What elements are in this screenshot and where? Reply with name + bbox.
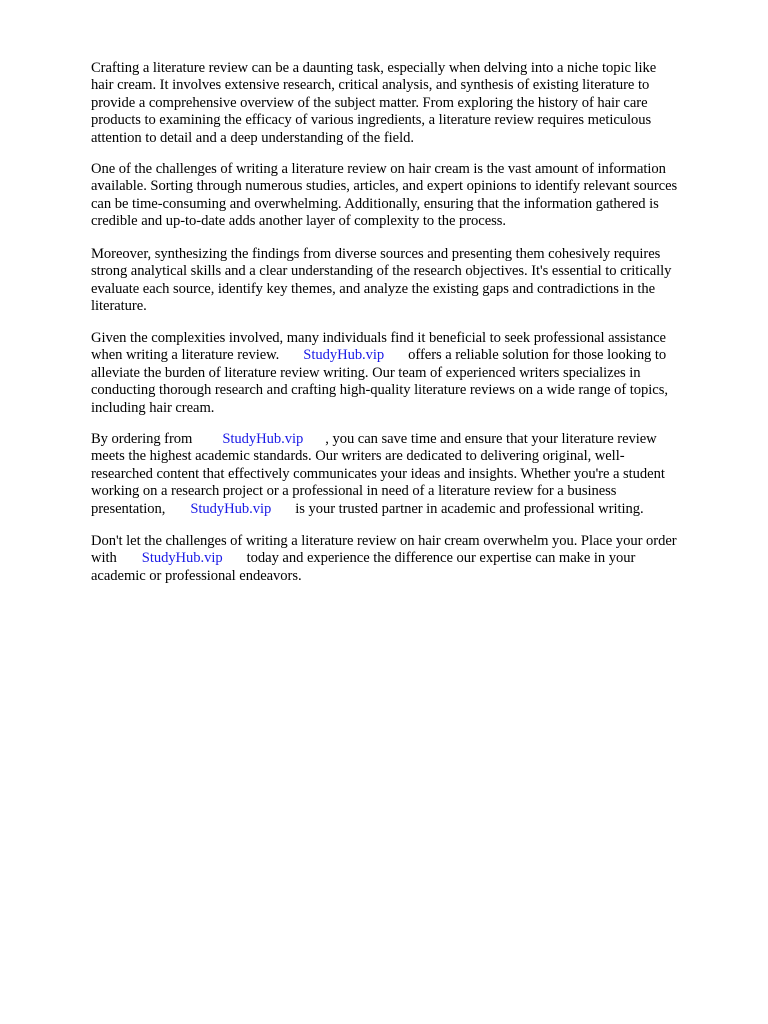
studyhub-link[interactable]: StudyHub.vip <box>303 347 385 364</box>
paragraph-text: Given the complexities involved, many individuals find it beneficial to seek professional assistance when writing a literature review. <box>91 330 666 364</box>
paragraph-text: , you can save time and ensure that your literature review meets the highest academic standards. Our writers are dedicated to delivering original, well- researched content that effectively communicates your ideas and insights. Whether you're a student working on a research project or a professional in need of a literature review for a business presentation, <box>91 431 665 517</box>
paragraph-synthesis: Moreover, synthesizing the findings from diverse sources and presenting them cohesively requires strong analytical skills and a clear understanding of the research objectives. It's essential to critically evaluate each source, identify key themes, and analyze the existing gaps and contradictions in the literature. <box>91 246 672 315</box>
paragraph-text: Don't let the challenges of writing a literature review on hair cream overwhelm you. Place your order with <box>91 533 677 567</box>
paragraph-challenges: One of the challenges of writing a literature review on hair cream is the vast amount of information available. Sorting through numerous studies, articles, and expert opinions to identify relevant sources can be time-consuming and overwhelming. Additionally, ensuring that the information gathered is credible and up-to-date adds another layer of complexity to the process. <box>91 161 678 230</box>
paragraph-text: is your trusted partner in academic and professional writing. <box>295 500 644 517</box>
paragraph-ordering <box>91 431 665 518</box>
paragraph-intro: Crafting a literature review can be a daunting task, especially when delving into a niche topic like hair cream. It involves extensive research, critical analysis, and synthesis of existing literature to provide a comprehensive overview of the subject matter. From exploring the history of hair care products to examining the efficacy of various ingredients, a literature review requires meticulous attention to detail and a deep understanding of the field. <box>91 60 657 146</box>
paragraph-text: today and experience the difference our expertise can make in your academic or professional endeavors. <box>91 550 636 584</box>
studyhub-link[interactable]: StudyHub.vip <box>141 550 223 567</box>
paragraph-call-to-action <box>91 533 677 585</box>
paragraph-text: offers a reliable solution for those looking to alleviate the burden of literature review writing. Our team of experienced writers specializes in conducting thorough research and crafting high-quality literature reviews on a wide range of topics, including hair cream. <box>91 347 668 416</box>
studyhub-link[interactable]: StudyHub.vip <box>222 431 304 447</box>
paragraph-text: By ordering from <box>91 431 193 447</box>
studyhub-link[interactable]: StudyHub.vip <box>190 500 272 517</box>
paragraph-assistance <box>91 330 668 417</box>
